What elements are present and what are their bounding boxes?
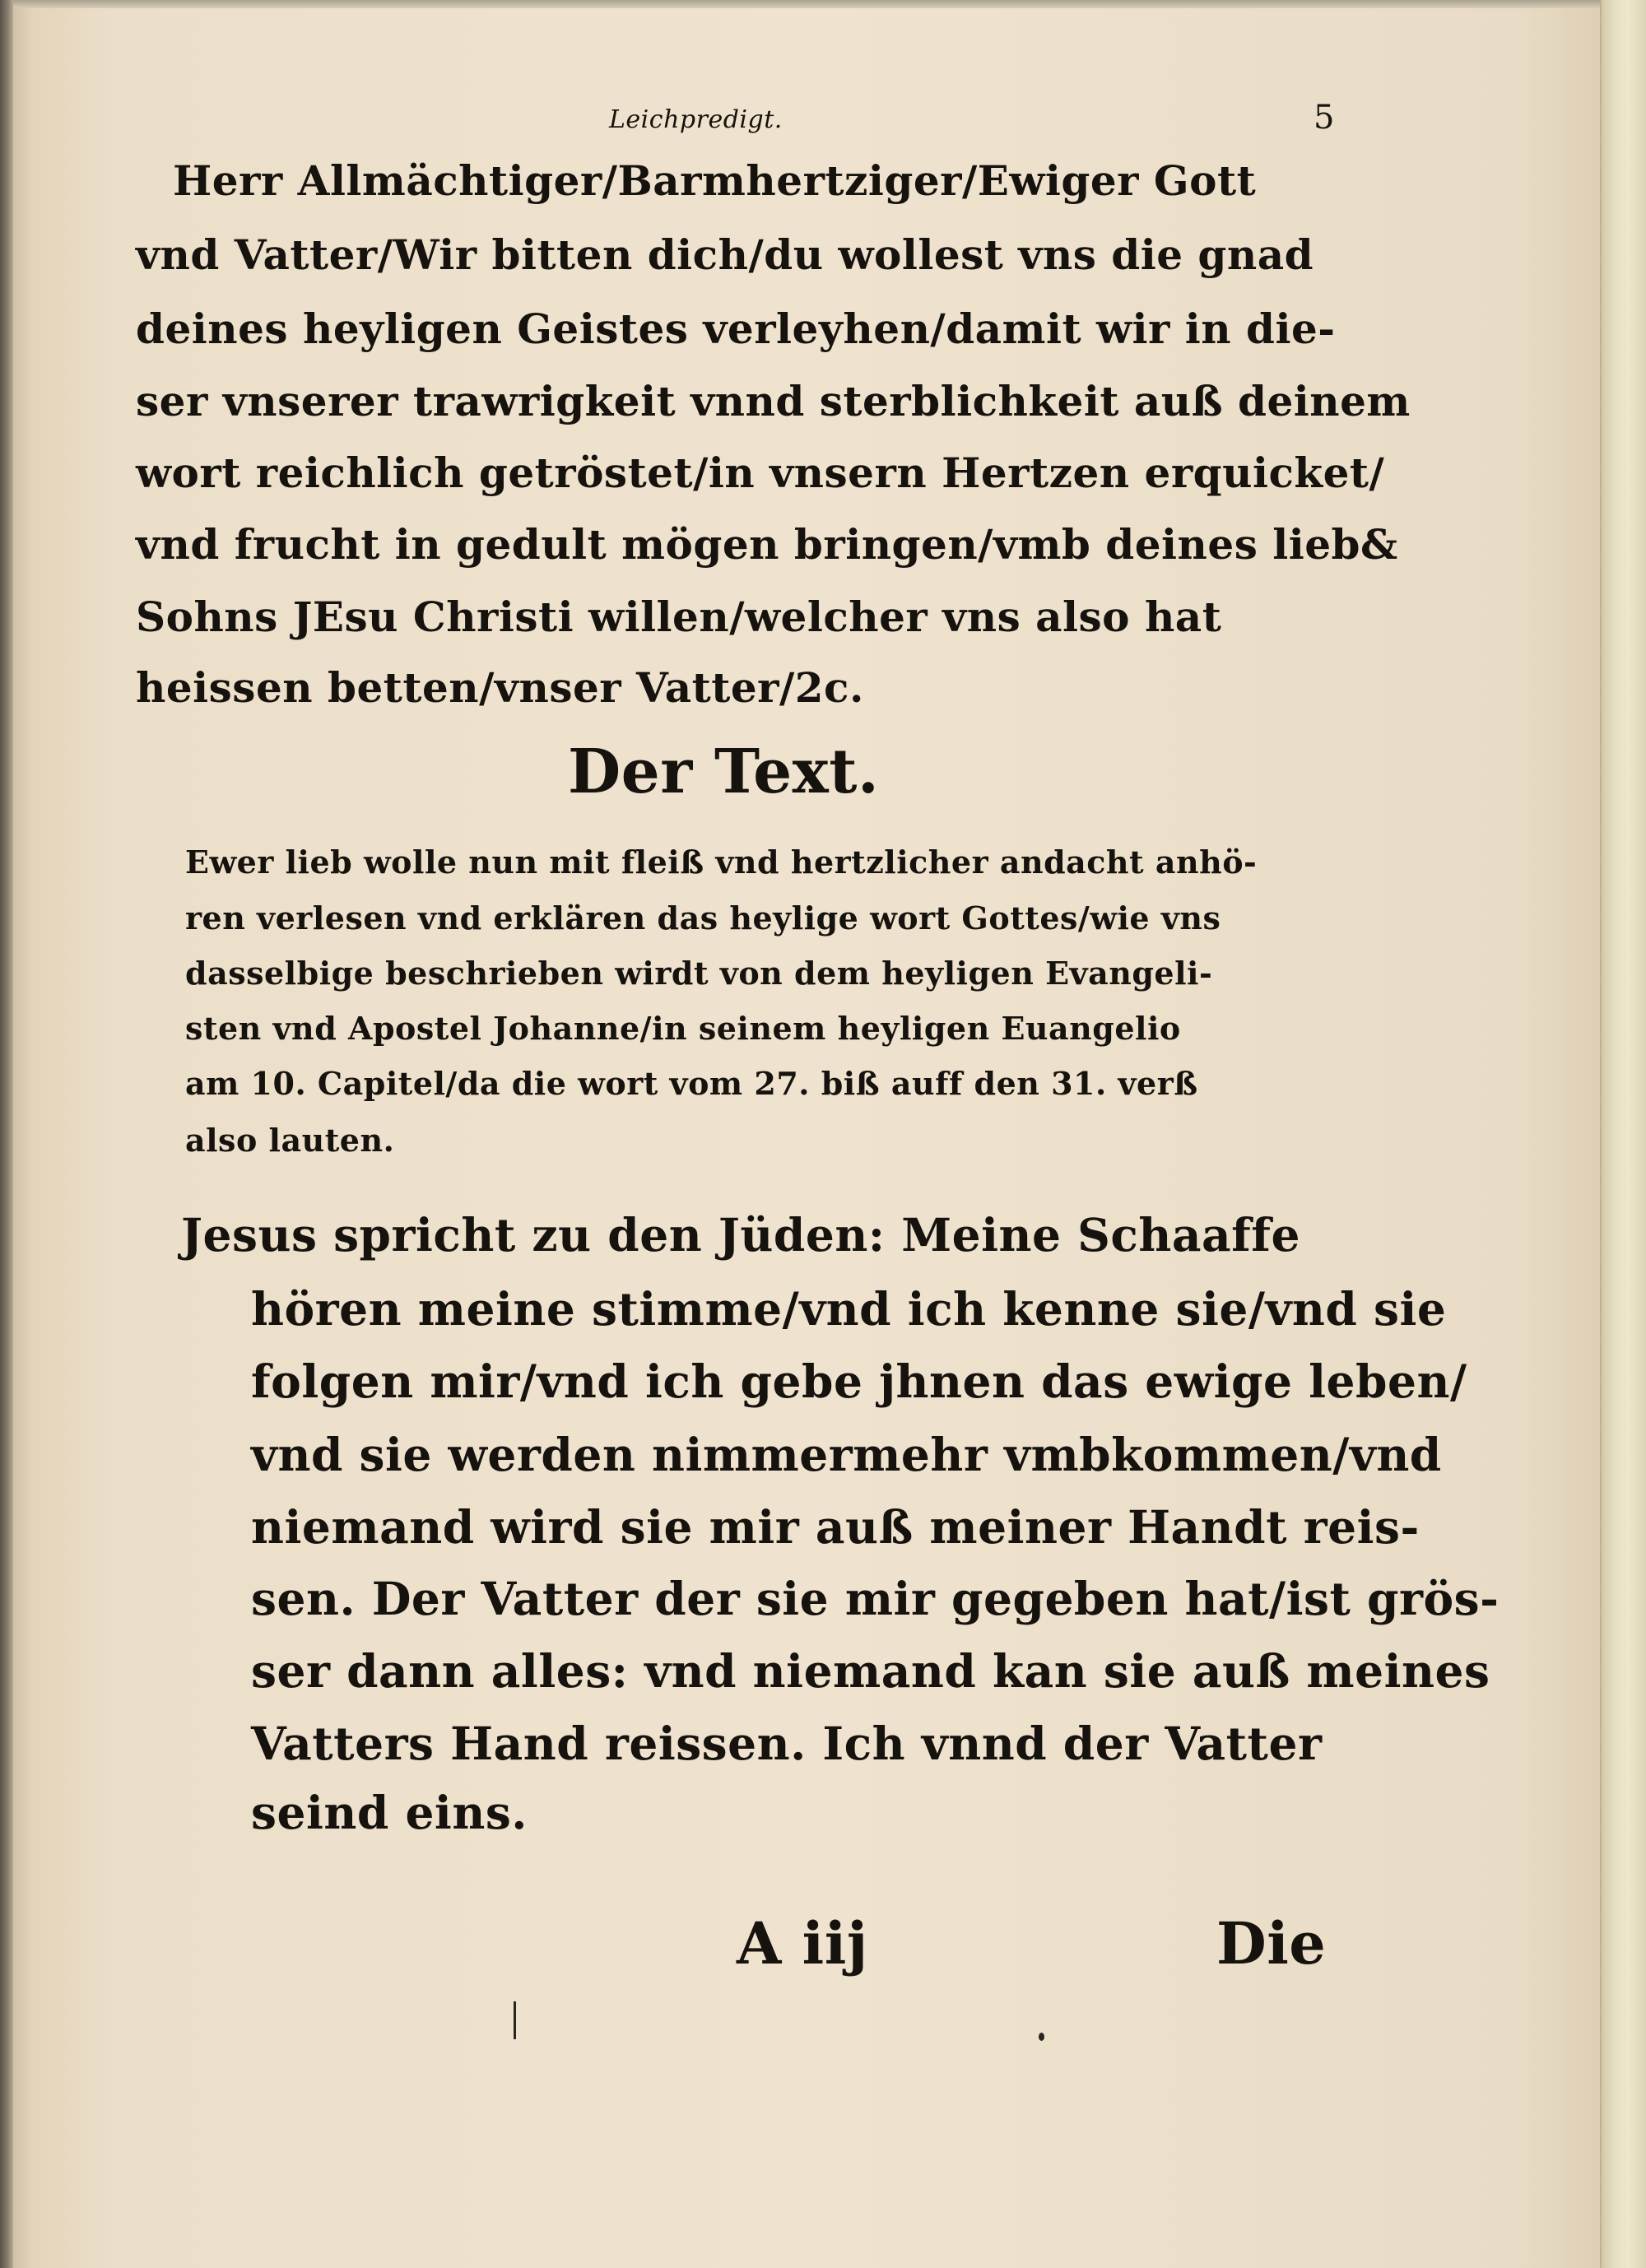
introduction-line: ren verlesen vnd erklären das heylige wort Gottes/wie vns [185,899,1221,936]
introduction-line: sten vnd Apostel Johanne/in seinem heyligen Euangelio [185,1010,1181,1047]
introduction-line: Ewer lieb wolle nun mit fleiß vnd hertzlicher andacht anhö- [185,844,1258,881]
stray-ink-mark [514,2001,516,2039]
stray-ink-dot [1039,2033,1044,2041]
prayer-line: heissen betten/vnser Vatter/2c. [136,663,864,712]
prayer-line: Herr Allmächtiger/Barmhertziger/Ewiger Gott [173,156,1257,205]
introduction-line: also lauten. [185,1122,395,1159]
folio-number: 5 [1314,99,1335,137]
introduction-line: dasselbige beschrieben wirdt von dem heyligen Evangeli- [185,955,1213,992]
scripture-line: hören meine stimme/vnd ich kenne sie/vnd sie [251,1282,1447,1336]
scripture-line: vnd sie werden nimmermehr vmbkommen/vnd [251,1428,1442,1481]
scripture-line: seind eins. [251,1786,528,1839]
scripture-line: sen. Der Vatter der sie mir gegeben hat/ist grös- [251,1572,1500,1625]
prayer-line: ser vnserer trawrigkeit vnnd sterblichkeit auß deinem [136,377,1411,425]
prayer-line: deines heyligen Geistes verleyhen/damit wir in die- [136,304,1336,353]
prayer-line: Sohns JEsu Christi willen/welcher vns also hat [136,593,1222,641]
catchword: Die [1216,1909,1327,1978]
scripture-line: ser dann alles: vnd niemand kan sie auß meines [251,1644,1490,1698]
signature-mark: A iij [737,1909,868,1978]
running-title: Leichpredigt. [609,105,783,134]
scripture-line: Jesus spricht zu den Jüden: Meine Schaaffe [181,1208,1300,1262]
scripture-line: niemand wird sie mir auß meiner Handt reis- [251,1500,1420,1554]
scripture-line: Vatters Hand reissen. Ich vnnd der Vatter [251,1717,1323,1770]
scripture-line: folgen mir/vnd ich gebe jhnen das ewige leben/ [251,1355,1467,1408]
section-heading: Der Text. [568,737,880,807]
prayer-line: wort reichlich getröstet/in vnsern Hertzen erquicket/ [136,448,1385,497]
introduction-line: am 10. Capitel/da die wort vom 27. biß auff den 31. verß [185,1065,1198,1102]
prayer-line: vnd frucht in gedult mögen bringen/vmb deines lieb& [136,520,1398,569]
prayer-line: vnd Vatter/Wir bitten dich/du wollest vns die gnad [136,230,1314,279]
